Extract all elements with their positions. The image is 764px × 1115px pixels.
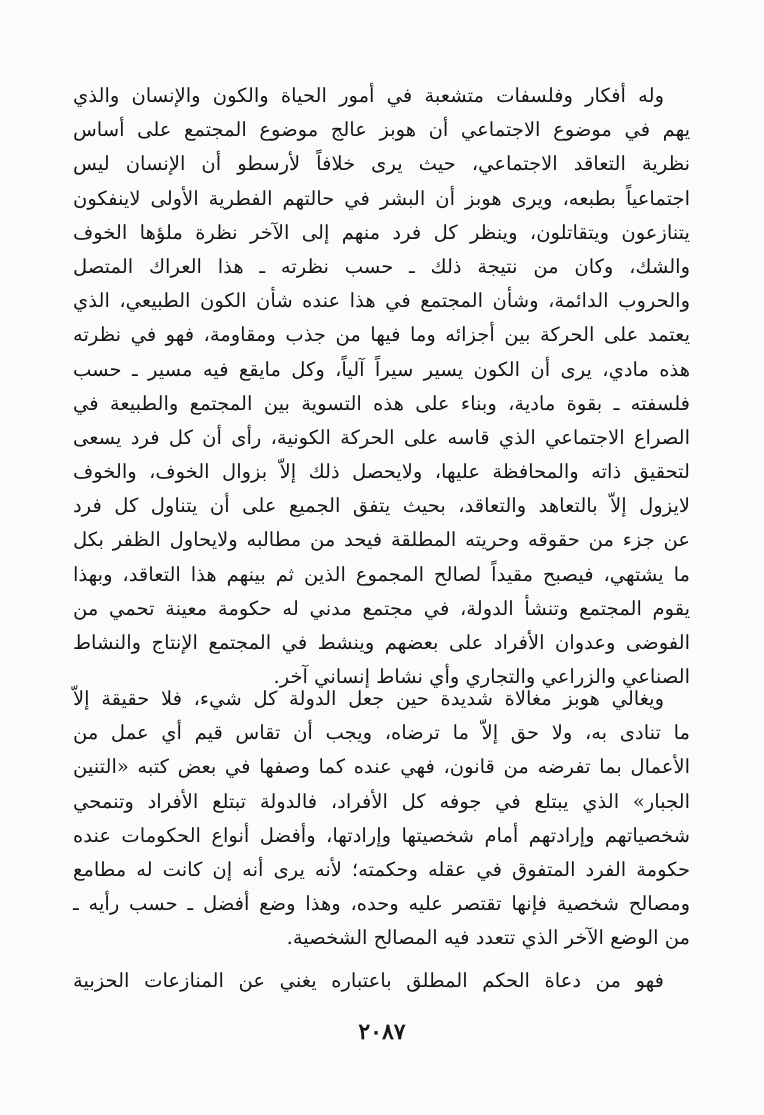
text-line: الأعمال بما تفرضه من قانون، فهي عنده كما وصفها في بعض كتبه «التنين	[73, 755, 690, 779]
text-line: يتنازعون ويتقاتلون، وينظر كل فرد منهم إلى الآخر نظرة ملؤها الخوف	[73, 220, 690, 244]
text-line: شخصياتهم وإرادتهم أمام شخصيتها وإرادتها، وأفضل أنواع الحكومات عنده	[73, 823, 690, 847]
text-line: ومصالح شخصية فإنها تقتصر عليه وحده، وهذا وضع أفضل ـ حسب رأيه ـ	[73, 892, 690, 916]
paragraph-1	[73, 79, 690, 694]
text-line: يعتمد على الحركة بين أجزائه وما فيها من جذب ومقاومة، فهو في نظرته	[73, 323, 690, 347]
page-number: ٢٠٨٧	[358, 1019, 406, 1045]
text-line: فلسفته ـ بقوة مادية، وبناء على هذه التسوية بين المجتمع والطبيعة في	[73, 391, 690, 415]
text-line: ويغالي هوبز مغالاة شديدة حين جعل الدولة كل شيء، فلا حقيقة إلاّ	[73, 687, 664, 710]
text-line: وله أفكار وفلسفات متشعبة في أمور الحياة والكون والإنسان والذي	[73, 84, 664, 107]
text-line: والشك، وكان من نتيجة ذلك ـ حسب نظرته ـ هذا العراك المتصل	[73, 254, 690, 278]
text-line: والحروب الدائمة، وشأن المجتمع في هذا عنده شأن الكون الطبيعي، الذي	[73, 289, 690, 313]
text-line: ما تنادى به، ولا حق إلاّ ما ترضاه، ويجب أن تقاس قيم أي عمل من	[73, 721, 690, 745]
text-line: يقوم المجتمع وتنشأ الدولة، في مجتمع مدني له حكومة معينة تحمي من	[73, 596, 690, 620]
text-line: من الوضع الآخر الذي تتعدد فيه المصالح الشخصية.	[286, 926, 690, 950]
paragraph-2	[73, 682, 690, 956]
text-line: ما يشتهي، فيصبح مقيداً لصالح المجموع الذين ثم بينهم هذا التعاقد، وبهذا	[73, 562, 690, 586]
text-line: الفوضى وعدوان الأفراد على بعضهم وينشط في المجتمع الإنتاج والنشاط	[73, 631, 690, 654]
text-line: هذه مادي، يرى أن الكون يسير سيراً آلياً، وكل مايقع فيه مسير ـ حسب	[73, 357, 690, 381]
text-line: فهو من دعاة الحكم المطلق باعتباره يغني عن المنازعات الحزبية	[73, 969, 664, 992]
text-line: لايزول إلاّ بالتعاهد والتعاقد، بحيث يتفق الجميع على أن يتناول كل فرد	[73, 494, 690, 518]
text-line: اجتماعياً بطبعه، ويرى هوبز أن البشر في حالتهم الفطرية الأولى لاينفكون	[73, 186, 690, 210]
text-line: الصناعي والزراعي والتجاري وأي نشاط إنساني آخر.	[273, 665, 690, 689]
text-line: الصراع الاجتماعي الذي قاسه على الحركة الكونية، رأى أن كل فرد يسعى	[73, 425, 690, 449]
text-line: حكومة الفرد المتفوق في عقله وحكمته؛ لأنه يرى أنه إن كانت له مطامع	[73, 857, 690, 881]
text-line: نظرية التعاقد الاجتماعي، حيث يرى خلافاً لأرسطو أن الإنسان ليس	[73, 152, 690, 176]
text-line: عن جزء من حقوقه وحريته المطلقة فيحد من مطالبه ولايحاول الظفر بكل	[73, 528, 690, 552]
text-line: لتحقيق ذاته والمحافظة عليها، ولايحصل ذلك إلاّ بزوال الخوف، والخوف	[73, 460, 690, 484]
text-line: يهم في موضوع الاجتماعي أن هوبز عالج موضوع المجتمع على أساس	[73, 118, 690, 142]
paragraph-3	[73, 964, 690, 998]
text-line: الجبار» الذي يبتلع في جوفه كل الأفراد، فالدولة تبتلع الأفراد وتنمحي	[73, 789, 690, 813]
